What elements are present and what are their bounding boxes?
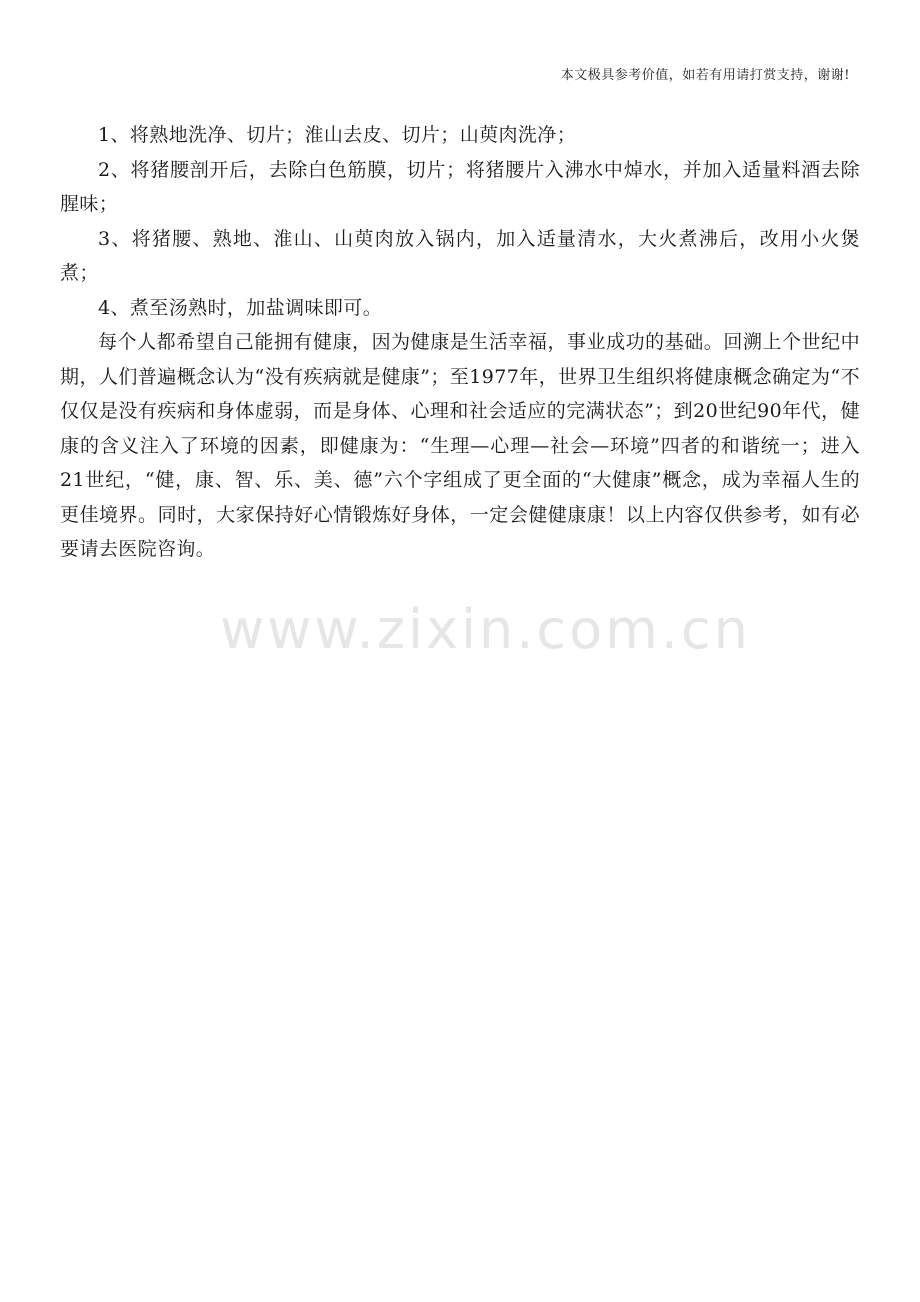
watermark-text: www.zixin.com.cn [220, 598, 751, 661]
closing-paragraph: 每个人都希望自己能拥有健康，因为健康是生活幸福，事业成功的基础。回溯上个世纪中期，人们普遍概念认为“没有疾病就是健康”；至1977年，世界卫生组织将健康概念确定为“不仅仅是没有疾病和身体虚弱，而是身体、心理和社会适应的完满状态”；到20世纪90年代，健康的含义注入了环境的因素，即健康为：“生理—心理—社会—环境”四者的和谐统一；进入21世纪，“健，康、智、乐、美、德”六个字组成了更全面的“大健康”概念，成为幸福人生的更佳境界。同时，大家保持好心情锻炼好身体，一定会健健康康！以上内容仅供参考，如有必要请去医院咨询。 [60, 331, 860, 560]
header-note: 本文极具参考价值，如若有用请打赏支持，谢谢! [560, 68, 850, 83]
step-1-paragraph: 1、将熟地洗净、切片；淮山去皮、切片；山萸肉洗净； [98, 124, 577, 146]
step-4-paragraph: 4、煮至汤熟时，加盐调味即可。 [98, 296, 383, 319]
step-2-paragraph: 2、将猪腰剖开后，去除白色筋膜，切片；将猪腰片入沸水中焯水，并加入适量料酒去除腥味； [60, 158, 860, 215]
step-3-paragraph: 3、将猪腰、熟地、淮山、山萸肉放入锅内，加入适量清水，大火煮沸后，改用小火煲煮； [60, 227, 860, 284]
document-body [60, 118, 860, 567]
